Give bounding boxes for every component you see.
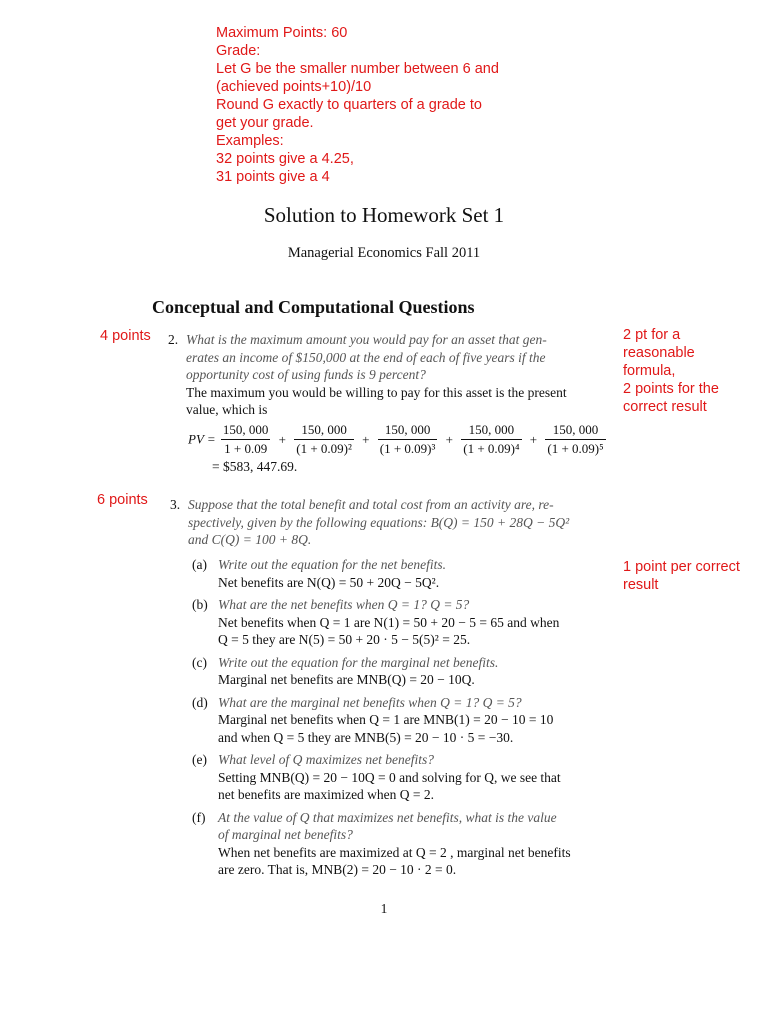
pv-denominator: (1 + 0.09)³ <box>379 441 436 456</box>
pv-term-3 <box>378 422 438 457</box>
grading-note-line: Grade: <box>216 43 261 59</box>
document-subtitle: Managerial Economics Fall 2011 <box>287 245 481 261</box>
part-question: What are the net benefits when Q = 1? Q = 5? <box>218 597 470 612</box>
part-e <box>192 751 622 804</box>
section-heading: Conceptual and Computational Questions <box>152 297 475 317</box>
q3-question-line: Suppose that the total benefit and total cost from an activity are, re- <box>188 497 554 512</box>
part-b <box>192 596 622 649</box>
part-label: (e) <box>192 752 207 767</box>
pv-numerator: 150, 000 <box>221 422 271 440</box>
q2-question-line: opportunity cost of using funds is 9 percent? <box>186 367 426 382</box>
q2-question-line: What is the maximum amount you would pay for an asset that gen- <box>186 332 547 347</box>
grading-note-line: get your grade. <box>216 115 314 131</box>
pv-numerator: 150, 000 <box>461 422 521 440</box>
page-number: 1 <box>380 901 388 916</box>
pv-numerator: 150, 000 <box>378 422 438 440</box>
pv-numerator: 150, 000 <box>545 422 605 440</box>
part-question: At the value of Q that maximizes net benefits, what is the value <box>218 809 557 825</box>
grading-note-line: (achieved points+10)/10 <box>216 79 372 95</box>
part-label: (d) <box>192 694 208 710</box>
pv-denominator: (1 + 0.09)⁵ <box>547 441 604 456</box>
q3-margin-note <box>623 558 740 594</box>
q2-margin-note-line: 2 points for the <box>623 381 719 397</box>
q2-question-line: erates an income of $150,000 at the end of each of five years if the <box>186 349 546 365</box>
pv-label: PV = <box>188 431 216 447</box>
q2-number: 2. <box>168 332 179 347</box>
pv-term-5 <box>545 422 605 457</box>
grading-note <box>216 24 499 186</box>
part-answer: Marginal net benefits are MNB(Q) = 20 − 10Q. <box>218 672 475 687</box>
part-label: (a) <box>192 557 207 572</box>
part-answer: and when Q = 5 they are MNB(5) = 20 − 10 · 5 = −30. <box>218 729 514 745</box>
part-answer: Net benefits when Q = 1 are N(1) = 50 + 20 − 5 = 65 and when <box>218 614 560 630</box>
q2-margin-note-line: correct result <box>623 399 707 415</box>
part-question: What are the marginal net benefits when Q = 1? Q = 5? <box>218 694 522 710</box>
q3-margin-note-line: 1 point per correct <box>623 559 740 575</box>
plus-sign: + <box>529 431 538 447</box>
grading-note-line: 32 points give a 4.25, <box>216 151 354 167</box>
part-label: (f) <box>192 809 206 825</box>
pv-numerator: 150, 000 <box>294 422 354 440</box>
grading-note-line: 31 points give a 4 <box>216 169 330 185</box>
part-answer: Q = 5 they are N(5) = 50 + 20 · 5 − 5(5)² = 25. <box>218 632 471 647</box>
plus-sign: + <box>362 431 370 447</box>
pv-term-4 <box>461 422 521 457</box>
part-answer: When net benefits are maximized at Q = 2 , marginal net benefits <box>218 844 571 860</box>
pv-term-2 <box>294 422 354 457</box>
part-answer: are zero. That is, MNB(2) = 20 − 10 · 2 = 0. <box>218 862 457 877</box>
q2-margin-note-line: reasonable <box>623 345 695 361</box>
part-c <box>192 654 622 689</box>
document-title: Solution to Homework Set 1 <box>263 203 505 227</box>
q3-margin-note-line: result <box>623 577 659 593</box>
q2-body <box>186 331 616 419</box>
part-question: Write out the equation for the net benefits. <box>218 557 446 572</box>
part-label: (b) <box>192 597 208 612</box>
part-answer: Net benefits are N(Q) = 50 + 20Q − 5Q². <box>218 574 440 590</box>
pv-term-1 <box>221 422 271 457</box>
pv-denominator: 1 + 0.09 <box>224 441 268 456</box>
q2-margin-note <box>623 326 719 416</box>
plus-sign: + <box>278 431 287 447</box>
grading-note-line: Let G be the smaller number between 6 and <box>216 61 499 77</box>
grading-note-line: Examples: <box>216 133 284 149</box>
q2-margin-note-line: formula, <box>623 363 676 379</box>
pv-denominator: (1 + 0.09)² <box>296 441 352 456</box>
grading-note-line: Round G exactly to quarters of a grade to <box>216 97 482 113</box>
part-answer: Setting MNB(Q) = 20 − 10Q = 0 and solving for Q, we see that <box>218 769 561 785</box>
q3-points: 6 points <box>97 492 148 508</box>
part-question: Write out the equation for the marginal net benefits. <box>218 654 499 670</box>
q2-margin-note-line: 2 pt for a <box>623 327 681 343</box>
pv-formula <box>188 422 608 457</box>
q2-answer-line: The maximum you would be willing to pay for this asset is the present <box>186 384 567 400</box>
q3-question-line: spectively, given by the following equations: B(Q) = 150 + 28Q − 5Q² <box>188 514 570 530</box>
pv-result: = $583, 447.69. <box>212 459 298 474</box>
q3-number: 3. <box>170 497 181 512</box>
plus-sign: + <box>445 431 453 447</box>
q2-points: 4 points <box>100 328 151 344</box>
part-question: of marginal net benefits? <box>218 827 353 842</box>
pv-denominator: (1 + 0.09)⁴ <box>463 441 520 456</box>
part-answer: Marginal net benefits when Q = 1 are MNB(1) = 20 − 10 = 10 <box>218 712 554 727</box>
q2-answer-line: value, which is <box>186 402 268 417</box>
part-a <box>192 556 622 591</box>
part-question: What level of Q maximizes net benefits? <box>218 752 434 767</box>
q3-parts <box>192 556 622 884</box>
part-label: (c) <box>192 654 207 670</box>
grading-note-line: Maximum Points: 60 <box>216 25 348 41</box>
part-answer: net benefits are maximized when Q = 2. <box>218 787 435 802</box>
part-d <box>192 694 622 747</box>
q3-question <box>188 496 618 549</box>
q3-question-line: and C(Q) = 100 + 8Q. <box>188 532 312 547</box>
part-f <box>192 809 622 879</box>
